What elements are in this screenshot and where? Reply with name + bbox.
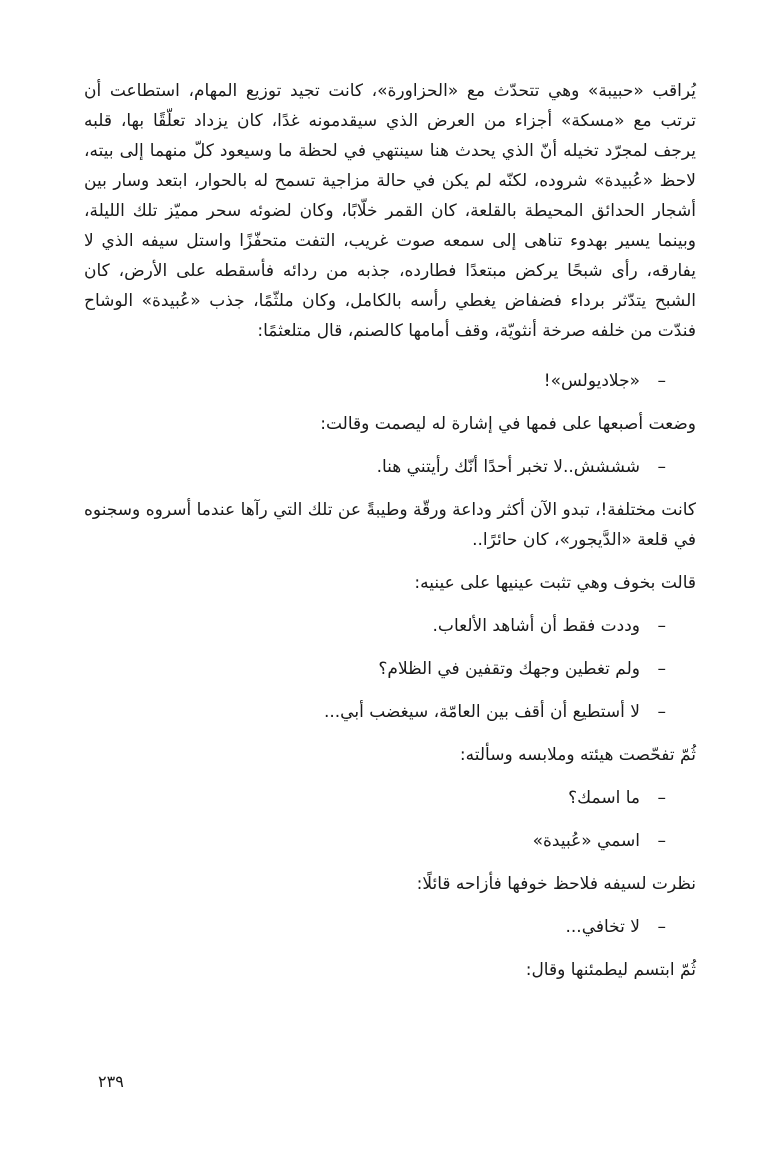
dialogue-line [84, 783, 696, 813]
dialogue-dash: – [657, 702, 666, 722]
narration-line: نظرت لسيفه فلاحظ خوفها فأزاحه قائلًا: [416, 874, 696, 894]
dialogue-line [84, 611, 696, 641]
dialogue-dash: – [657, 659, 666, 679]
dialogue-dash: – [657, 788, 666, 808]
dialogue-text: وددت فقط أن أشاهد الألعاب. [432, 616, 640, 636]
dialogue-dash: – [657, 371, 666, 391]
dialogue-text: لا أستطيع أن أقف بين العامّة، سيغضب أبي... [323, 702, 640, 722]
page-number: ٢٣٩ [98, 1072, 124, 1091]
dialogue-dash: – [657, 616, 666, 636]
page-body [84, 76, 696, 998]
dialogue-text: «جلاديولس»! [543, 371, 640, 391]
dialogue-text: ما اسمك؟ [568, 788, 640, 808]
dialogue-text: اسمي «عُبيدة» [532, 831, 640, 851]
narration-line: ثُمّ ابتسم ليطمئنها وقال: [525, 960, 696, 980]
dialogue-text: لا تخافي... [565, 917, 640, 937]
dialogue-dash: – [657, 917, 666, 937]
dialogue-line [84, 452, 696, 482]
dialogue-text: شششش..لا تخبر أحدًا أنّك رأيتني هنا. [376, 457, 640, 477]
narration-line: قالت بخوف وهي تثبت عينيها على عينيه: [414, 573, 696, 593]
dialogue-line [84, 697, 696, 727]
dialogue-line [84, 366, 696, 396]
dialogue-text: ولم تغطين وجهك وتقفين في الظلام؟ [378, 659, 640, 679]
opening-paragraph: يُراقب «حبيبة» وهي تتحدّث مع «الحزاورة»، كانت تجيد توزيع المهام، استطاعت أن ترتب مع «مسكة» أجزاء من العرض الذي سيقدمونه غدًا، كان يزداد تعلّقًا بها، قلبه يرجف لمجرّد تخيله أنّ الذي يحدث هنا سينتهي في لحظة ما وسيعود كلّ منهما إلى بيته، لاحظ «عُبيدة» شروده، لكنّه لم يكن في حالة مزاجية تسمح له بالحوار، ابتعد وسار بين أشجار الحدائق المحيطة بالقلعة، كان القمر خلّابًا، وكان لضوئه سحر مميّز تلك الليلة، وبينما يسير بهدوء تناهى إلى سمعه صوت غريب، التفت متحفّزًا واستل سيفه الذي لا يفارقه، رأى شبحًا يركض مبتعدًا فطارده، جذبه من ردائه فأسقطه على الأرض، كان الشبح يتدّثر برداء فضفاض يغطي رأسه بالكامل، وكان ملثّمًا، جذب «عُبيدة» الوشاح فندّت من خلفه صرخة أنثويّة، وقف أمامها كالصنم، قال متلعثمًا: [84, 81, 696, 341]
dialogue-dash: – [657, 831, 666, 851]
narration-line: ثُمّ تفحّصت هيئته وملابسه وسألته: [459, 745, 696, 765]
narration-line: وضعت أصبعها على فمها في إشارة له ليصمت وقالت: [320, 414, 696, 434]
dialogue-line [84, 912, 696, 942]
dialogue-line [84, 826, 696, 856]
dialogue-dash: – [657, 457, 666, 477]
middle-paragraph: كانت مختلفة!، تبدو الآن أكثر وداعة ورقّة وطيبةً عن تلك التي رآها عندما أسروه وسجنوه في قلعة «الدَّيجور»، كان حائرًا.. [84, 500, 696, 550]
dialogue-line [84, 654, 696, 684]
